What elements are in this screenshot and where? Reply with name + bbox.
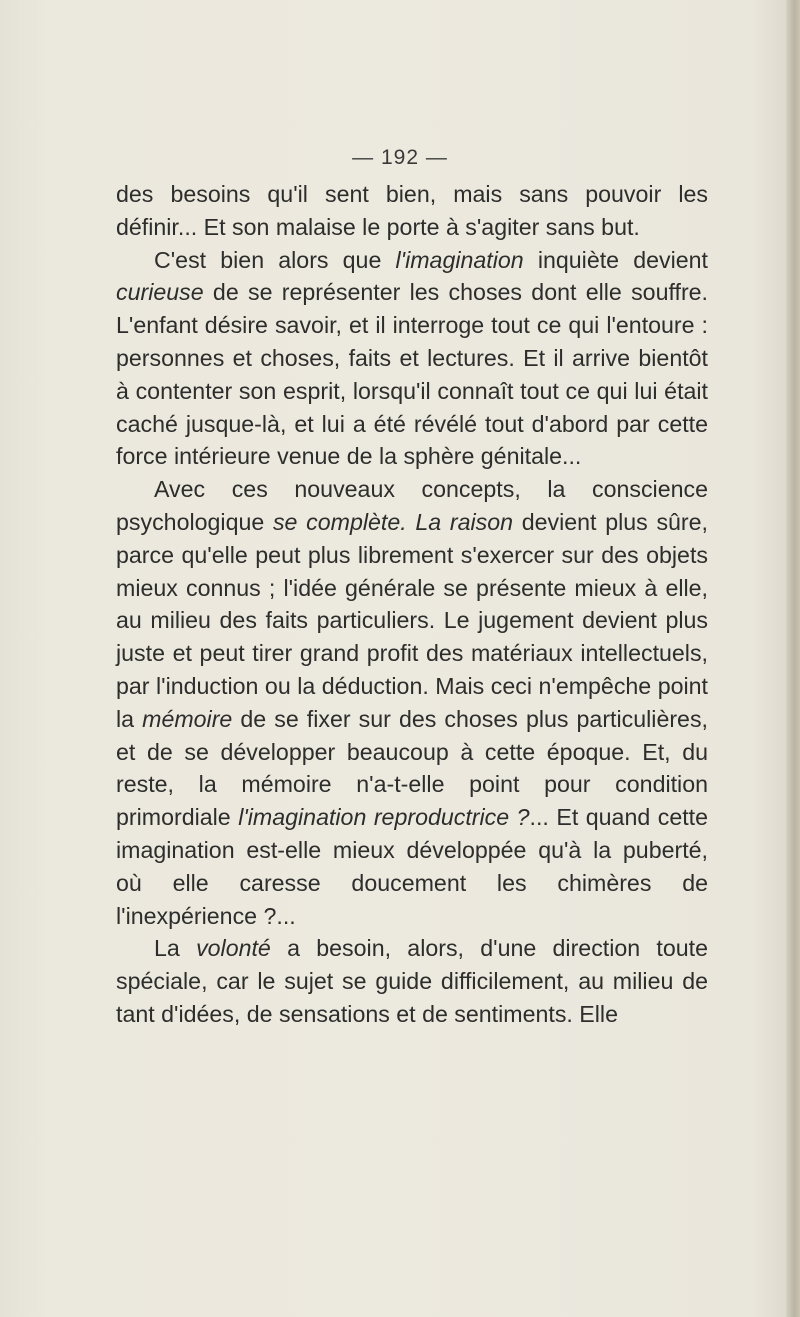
text-run: de se fixer sur des choses plus particulières, et de se développer beaucoup à cette époque. Et, du reste, la mémoire n'a-t-elle point pour condition primordiale	[116, 705, 708, 831]
paragraph-2	[116, 244, 708, 474]
italic-text-run: mémoire	[142, 705, 233, 732]
page-edge-shadow	[786, 0, 800, 1317]
italic-text-run: volonté	[196, 935, 271, 962]
text-run: Avec ces nouveaux concepts, la conscience psychologique	[116, 476, 708, 535]
text-run: des besoins qu'il sent bien, mais sans pouvoir les définir... Et son malaise le porte à s'agiter sans but.	[116, 181, 708, 240]
text-run: La	[154, 935, 197, 962]
paragraph-1	[116, 178, 708, 244]
paragraph-4	[116, 932, 708, 1030]
italic-text-run: se complète. La raison	[272, 508, 514, 535]
paragraph-3	[116, 473, 708, 932]
text-run: de se représenter les choses dont elle souffre. L'enfant désire savoir, et il interroge tout ce qui l'entoure : personnes et choses, faits et lectures. Et il arrive bientôt à contenter son esprit, lorsqu'il connaît tout ce qui lui était caché jusque-là, et lui a été révélé tout d'abord par cette force intérieure venue de la sphère génitale...	[116, 279, 708, 470]
body-text	[116, 178, 708, 1031]
text-run: C'est bien alors que	[154, 246, 396, 273]
italic-text-run: curieuse	[116, 279, 204, 306]
text-run: devient plus sûre, parce qu'elle peut plus librement s'exercer sur des objets mieux connus ; l'idée générale se présente mieux à elle, au milieu des faits particuliers. Le jugement devient plus juste et peut tirer grand profit des matériaux intellectuels, par l'induction ou la déduction. Mais ceci n'empêche point la	[116, 508, 708, 732]
italic-text-run: l'imagination reproductrice ?	[238, 804, 530, 831]
italic-text-run: l'imagination	[395, 246, 524, 273]
text-run: inquiète devient	[523, 246, 708, 273]
text-run: ... Et quand cette imagination est-elle mieux développée qu'à la puberté, où elle caresse doucement les chimères de l'inexpérience ?...	[116, 804, 708, 929]
page-number: — 192 —	[352, 146, 448, 169]
text-run: a besoin, alors, d'une direction toute spéciale, car le sujet se guide difficilement, au milieu de tant d'idées, de sensations et de sentiments. Elle	[116, 935, 709, 1027]
